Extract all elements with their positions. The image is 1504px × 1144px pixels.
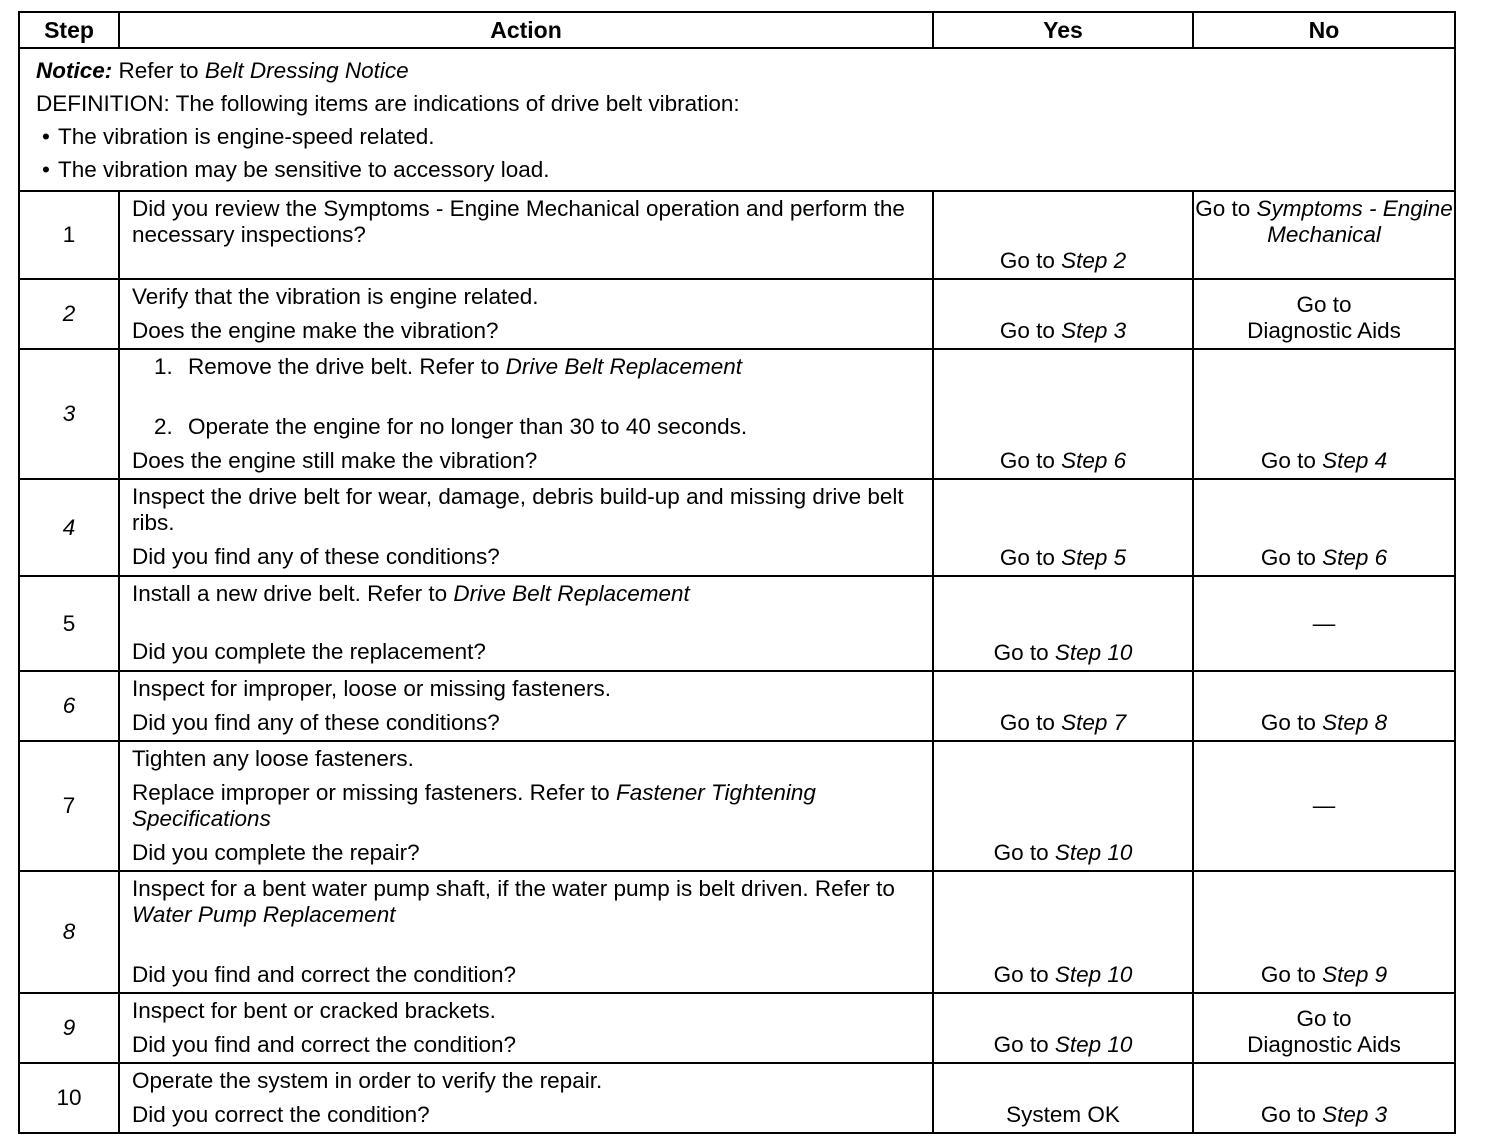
step-number: 7	[19, 741, 119, 871]
header-no: No	[1193, 12, 1455, 48]
yes-prefix: Go to	[999, 545, 1055, 570]
action-cell	[119, 871, 933, 993]
action-cell	[119, 993, 933, 1063]
action-question: Did you find any of these conditions?	[132, 710, 500, 735]
table-row	[19, 871, 1455, 993]
action-text: Tighten any loose fasteners.	[132, 746, 414, 771]
yes-ref: Step 10	[1054, 640, 1133, 665]
no-ref: Step 9	[1322, 962, 1388, 987]
table-row	[19, 576, 1455, 671]
no-cell	[1193, 576, 1455, 671]
no-dash: —	[1312, 793, 1336, 818]
step-number: 4	[19, 479, 119, 576]
action-cell	[119, 349, 933, 479]
action-cell	[119, 279, 933, 349]
no-prefix: Go to	[1260, 1102, 1316, 1127]
no-line2: Diagnostic Aids	[1247, 1032, 1401, 1057]
no-ref: Step 3	[1322, 1102, 1388, 1127]
yes-cell	[933, 349, 1193, 479]
no-prefix: Go to	[1260, 545, 1316, 570]
action-text: Replace improper or missing fasteners. Refer to	[132, 780, 610, 805]
no-prefix: Go to	[1260, 448, 1316, 473]
action-question: Did you correct the condition?	[132, 1102, 430, 1127]
yes-ref: Step 5	[1061, 545, 1127, 570]
no-cell	[1193, 671, 1455, 741]
yes-cell	[933, 191, 1193, 279]
yes-prefix: Go to	[993, 840, 1049, 865]
action-text: Install a new drive belt. Refer to	[132, 581, 448, 606]
yes-cell	[933, 741, 1193, 871]
action-text-line	[132, 581, 922, 607]
yes-prefix: Go to	[999, 448, 1055, 473]
step-number: 10	[19, 1063, 119, 1133]
action-text: Inspect for improper, loose or missing fasteners.	[132, 676, 611, 701]
yes-ref: Step 10	[1054, 962, 1133, 987]
table-row	[19, 191, 1455, 279]
drive-belt-vibration-table	[18, 11, 1456, 1134]
notice-label: Notice:	[36, 58, 113, 83]
table-row	[19, 279, 1455, 349]
no-line1: Go to	[1296, 292, 1352, 317]
yes-prefix: Go to	[993, 962, 1049, 987]
action-text-line	[132, 780, 922, 832]
definition-text: DEFINITION: The following items are indications of drive belt vibration:	[36, 91, 740, 116]
step-number: 8	[19, 871, 119, 993]
diagnostic-table-sheet	[18, 11, 1454, 1134]
table-row	[19, 349, 1455, 479]
table-row	[19, 741, 1455, 871]
yes-ref: Step 7	[1061, 710, 1127, 735]
action-ref: Fastener Tightening Specifications	[132, 780, 816, 831]
action-question: Did you find and correct the condition?	[132, 1032, 516, 1057]
list-text: Remove the drive belt. Refer to	[188, 354, 500, 379]
yes-prefix: Go to	[993, 640, 1049, 665]
definition-bullet: • The vibration is engine-speed related.	[36, 120, 1440, 153]
step-number: 3	[19, 349, 119, 479]
action-cell	[119, 479, 933, 576]
yes-ref: Step 3	[1061, 318, 1127, 343]
table-header-row	[19, 12, 1455, 48]
table-row	[19, 1063, 1455, 1133]
action-text: Verify that the vibration is engine related.	[132, 284, 539, 309]
yes-prefix: Go to	[993, 1032, 1049, 1057]
no-cell	[1193, 191, 1455, 279]
action-cell	[119, 671, 933, 741]
yes-cell	[933, 279, 1193, 349]
yes-cell	[933, 576, 1193, 671]
table-row	[19, 671, 1455, 741]
action-question: Did you find and correct the condition?	[132, 962, 516, 987]
action-text: Operate the system in order to verify the repair.	[132, 1068, 603, 1093]
step-number: 6	[19, 671, 119, 741]
yes-plain: System OK	[1006, 1102, 1120, 1127]
yes-ref: Step 2	[1061, 248, 1127, 273]
header-action: Action	[119, 12, 933, 48]
action-list-item	[132, 414, 922, 440]
table-row	[19, 993, 1455, 1063]
list-text: Operate the engine for no longer than 30 to 40 seconds.	[188, 414, 748, 439]
yes-cell	[933, 993, 1193, 1063]
no-ref: Step 4	[1322, 448, 1388, 473]
yes-cell	[933, 479, 1193, 576]
yes-ref: Step 10	[1054, 1032, 1133, 1057]
yes-prefix: Go to	[999, 248, 1055, 273]
action-list-item	[132, 354, 922, 380]
notice-row	[19, 48, 1455, 191]
list-number: 2.	[154, 414, 173, 439]
action-question: Did you complete the replacement?	[132, 639, 486, 664]
table-row	[19, 479, 1455, 576]
yes-cell	[933, 1063, 1193, 1133]
no-ref: Symptoms - Engine Mechanical	[1256, 196, 1453, 247]
yes-cell	[933, 671, 1193, 741]
action-text: Inspect the drive belt for wear, damage, debris build-up and missing drive belt ribs.	[132, 484, 904, 535]
list-number: 1.	[154, 354, 173, 379]
no-cell	[1193, 993, 1455, 1063]
action-cell	[119, 741, 933, 871]
no-prefix: Go to	[1260, 962, 1316, 987]
notice-text: Refer to	[118, 58, 199, 83]
header-step: Step	[19, 12, 119, 48]
no-ref: Step 8	[1322, 710, 1388, 735]
no-prefix: Go to	[1195, 196, 1251, 221]
no-cell	[1193, 479, 1455, 576]
action-text-line	[132, 876, 922, 928]
yes-prefix: Go to	[999, 318, 1055, 343]
action-cell	[119, 576, 933, 671]
no-cell	[1193, 741, 1455, 871]
action-cell	[119, 191, 933, 279]
no-dash: —	[1312, 610, 1336, 636]
step-number: 1	[19, 191, 119, 279]
action-question: Did you complete the repair?	[132, 840, 420, 865]
no-ref: Step 6	[1322, 545, 1388, 570]
step-number: 2	[19, 279, 119, 349]
action-text: Did you review the Symptoms - Engine Mechanical operation and perform the necessary inspections?	[132, 196, 905, 247]
header-yes: Yes	[933, 12, 1193, 48]
notice-link: Belt Dressing Notice	[204, 58, 409, 83]
yes-prefix: Go to	[999, 710, 1055, 735]
action-question: Did you find any of these conditions?	[132, 544, 500, 569]
no-prefix: Go to	[1260, 710, 1316, 735]
yes-ref: Step 10	[1054, 840, 1133, 865]
no-cell	[1193, 1063, 1455, 1133]
action-ref: Drive Belt Replacement	[453, 581, 690, 606]
yes-ref: Step 6	[1061, 448, 1127, 473]
notice-cell	[19, 48, 1455, 191]
action-question: Does the engine make the vibration?	[132, 318, 499, 343]
action-cell	[119, 1063, 933, 1133]
action-ref: Water Pump Replacement	[132, 902, 396, 927]
no-cell	[1193, 871, 1455, 993]
no-cell	[1193, 279, 1455, 349]
action-text: Inspect for a bent water pump shaft, if the water pump is belt driven. Refer to	[132, 876, 895, 901]
step-number: 5	[19, 576, 119, 671]
no-line1: Go to	[1296, 1006, 1352, 1031]
action-question: Does the engine still make the vibration?	[132, 448, 538, 473]
definition-bullet: • The vibration may be sensitive to accessory load.	[36, 153, 1440, 186]
no-cell	[1193, 349, 1455, 479]
list-ref: Drive Belt Replacement	[505, 354, 743, 379]
no-line2: Diagnostic Aids	[1247, 318, 1401, 343]
yes-cell	[933, 871, 1193, 993]
action-text: Inspect for bent or cracked brackets.	[132, 998, 496, 1023]
step-number: 9	[19, 993, 119, 1063]
